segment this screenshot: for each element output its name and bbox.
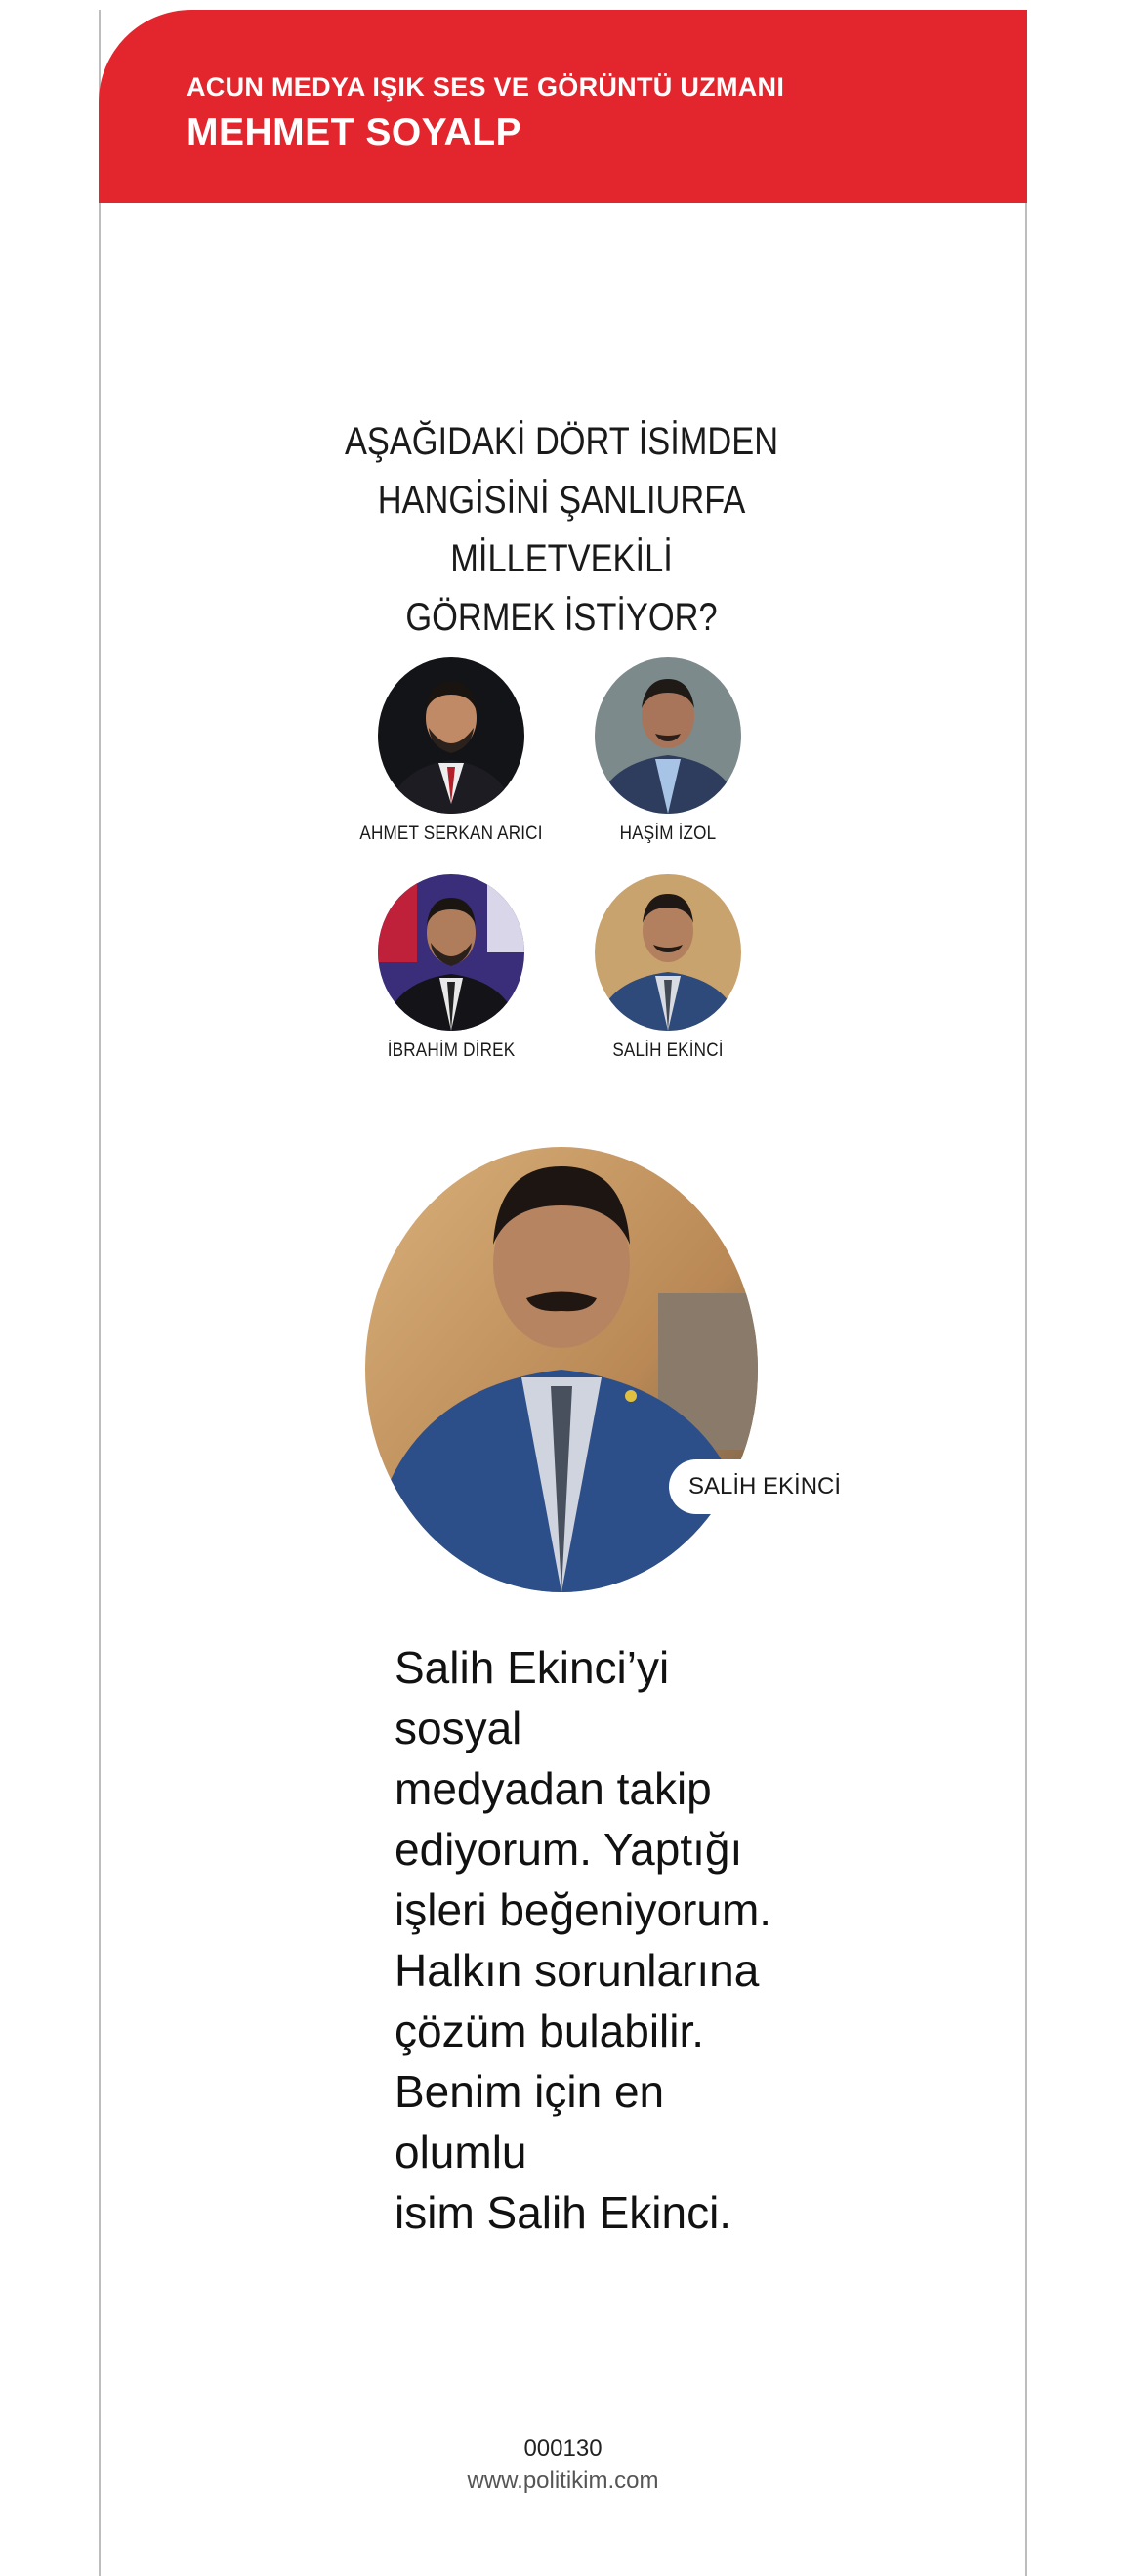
candidate-card — [324, 874, 578, 1062]
candidate-name: HAŞİM İZOL — [619, 823, 717, 844]
person-portrait-icon — [595, 657, 741, 814]
footer-url[interactable]: www.politikim.com — [467, 2468, 659, 2494]
question-line: GÖRMEK İSTİYOR? — [405, 596, 718, 639]
candidate-photo — [378, 657, 524, 814]
footer-code: 000130 — [523, 2435, 603, 2462]
quote-line: Benim için en olumlu — [395, 2066, 665, 2177]
person-portrait-icon — [378, 657, 524, 814]
quote-line: ediyorum. Yaptığı — [395, 1824, 743, 1875]
banner-name: MEHMET SOYALP — [187, 111, 522, 153]
candidate-photo — [595, 657, 741, 814]
quote-line: işleri beğeniyorum. — [395, 1884, 772, 1935]
candidate-card — [541, 874, 795, 1062]
candidate-card — [541, 657, 795, 845]
selected-candidate-label: SALİH EKİNCİ — [669, 1459, 854, 1514]
person-portrait-icon — [595, 874, 741, 1031]
person-portrait-icon — [365, 1147, 758, 1592]
candidate-card — [324, 657, 578, 845]
candidate-name: İBRAHİM DİREK — [387, 1040, 516, 1061]
candidate-name: AHMET SERKAN ARICI — [359, 823, 543, 844]
quote-line: çözüm bulabilir. — [395, 2006, 705, 2056]
candidate-photo — [378, 874, 524, 1031]
question-line: HANGİSİNİ ŞANLIURFA MİLLETVEKİLİ — [377, 479, 746, 580]
selected-candidate-photo — [365, 1147, 758, 1592]
candidate-name: SALİH EKİNCİ — [612, 1040, 724, 1061]
banner-subtitle: ACUN MEDYA IŞIK SES VE GÖRÜNTÜ UZMANI — [187, 72, 785, 102]
quote-line: medyadan takip — [395, 1763, 712, 1814]
header-banner — [99, 10, 1027, 203]
quote-line: Halkın sorunlarına — [395, 1945, 760, 1996]
person-portrait-icon — [378, 874, 524, 1031]
question-heading — [289, 412, 835, 647]
quote-line: isim Salih Ekinci. — [395, 2187, 732, 2238]
quote-line: Salih Ekinci’yi sosyal — [395, 1642, 670, 1753]
testimonial-text — [395, 1637, 805, 2243]
candidate-photo — [595, 874, 741, 1031]
question-line: AŞAĞIDAKİ DÖRT İSİMDEN — [344, 420, 779, 463]
